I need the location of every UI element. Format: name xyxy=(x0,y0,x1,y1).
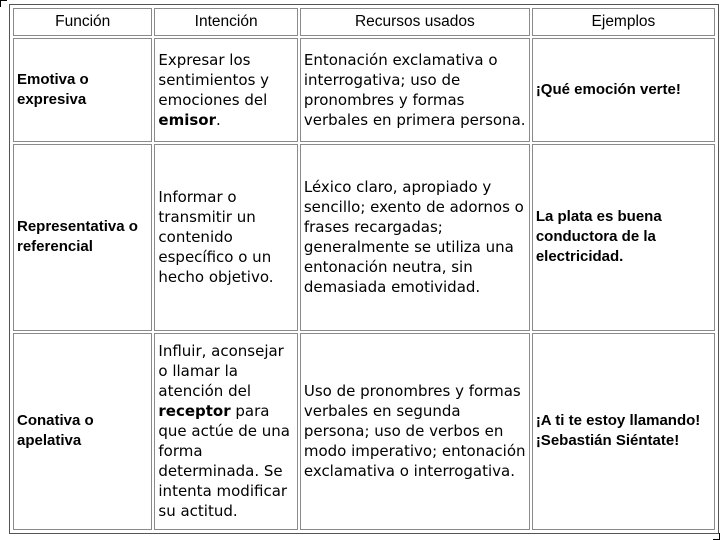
header-ejemplos: Ejemplos xyxy=(532,8,715,36)
language-functions-table xyxy=(11,6,717,532)
header-recursos: Recursos usados xyxy=(300,8,530,36)
ejemplo-cell: La plata es buena conductora de la electricidad. xyxy=(532,144,715,331)
intencion-text: Expresar los sentimientos y emociones del xyxy=(158,50,270,109)
intencion-emphasis: receptor xyxy=(158,402,231,421)
header-row xyxy=(13,8,715,36)
table-row xyxy=(13,38,715,142)
funcion-cell: Emotiva o expresiva xyxy=(13,38,152,142)
intencion-cell xyxy=(154,144,297,331)
recursos-cell: Uso de pronombres y formas verbales en segunda persona; uso de verbos en modo imperativo; entonación exclamativa o interrogativa. xyxy=(300,333,530,530)
recursos-cell: Léxico claro, apropiado y sencillo; exento de adornos o frases recargadas; generalmente se utiliza una entonación neutra, sin demasiada emotividad. xyxy=(300,144,530,331)
intencion-emphasis: emisor xyxy=(158,110,216,129)
corner-mark-bottom-right xyxy=(713,533,720,540)
intencion-text-end: . xyxy=(215,110,221,129)
intencion-text: Influir, aconsejar o llamar la atención del xyxy=(158,342,284,401)
intencion-cell xyxy=(154,333,297,530)
corner-mark-top-left xyxy=(0,0,7,7)
ejemplo-cell: ¡Qué emoción verte! xyxy=(532,38,715,142)
funcion-cell: Conativa o apelativa xyxy=(13,333,152,530)
intencion-text-end: para que actúe de una forma determinada. Se intenta modificar su actitud. xyxy=(158,402,290,521)
header-intencion: Intención xyxy=(154,8,297,36)
funcion-cell: Representativa o referencial xyxy=(13,144,152,331)
ejemplo-cell: ¡A ti te estoy llamando! ¡Sebastián Siéntate! xyxy=(532,333,715,530)
recursos-cell: Entonación exclamativa o interrogativa; uso de pronombres y formas verbales en primera persona. xyxy=(300,38,530,142)
intencion-text: Informar o transmitir un contenido específico o un hecho objetivo. xyxy=(158,188,274,287)
header-funcion: Función xyxy=(13,8,152,36)
table-row xyxy=(13,144,715,331)
intencion-cell xyxy=(154,38,297,142)
table-row xyxy=(13,333,715,530)
